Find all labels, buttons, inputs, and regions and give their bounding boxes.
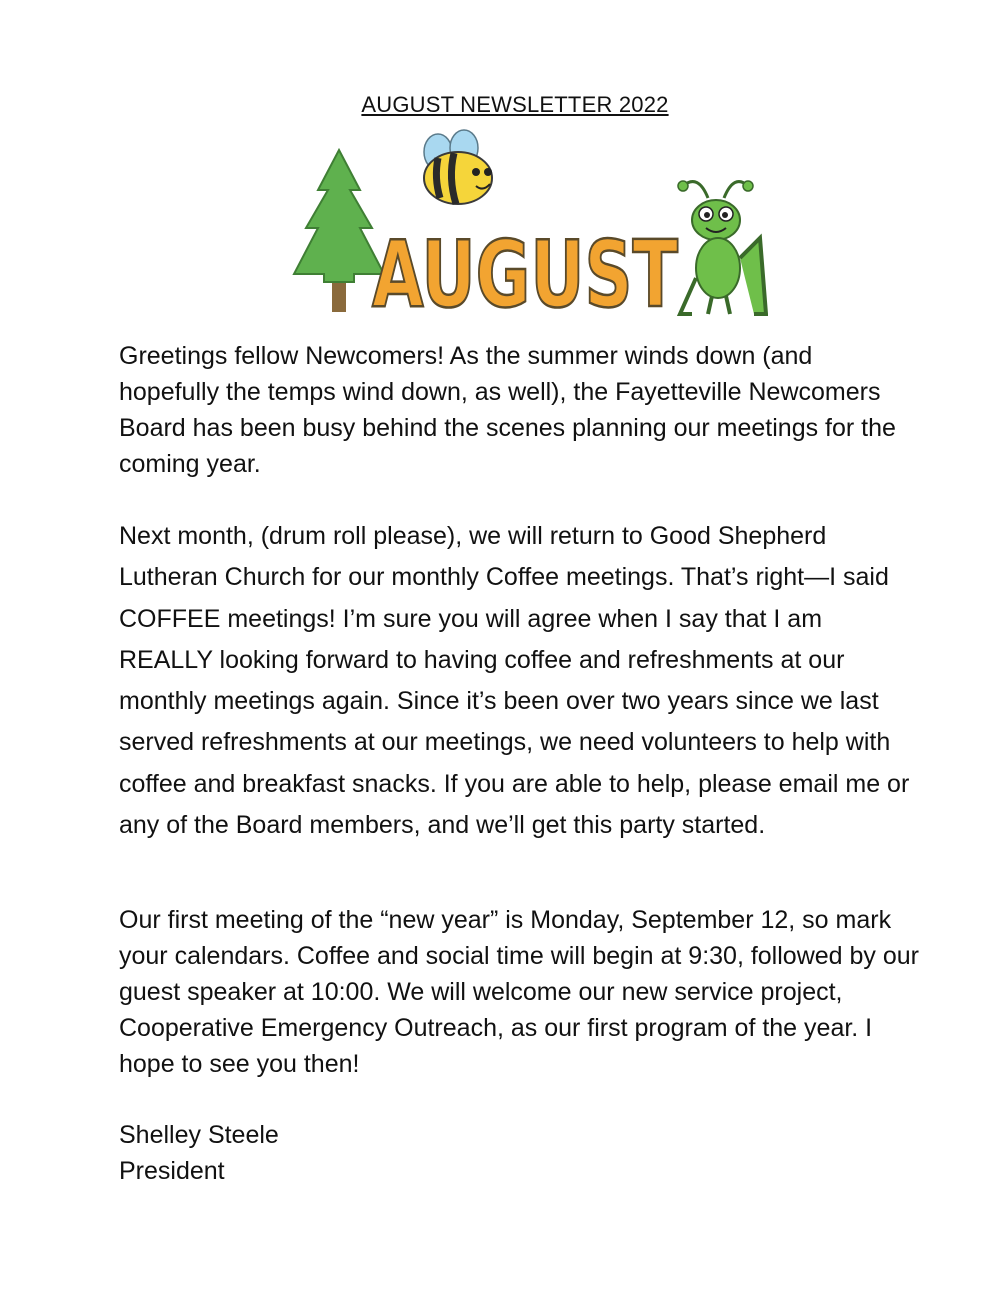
- signature-name: Shelley Steele: [119, 1121, 279, 1149]
- august-banner: [288, 128, 768, 318]
- signature-role: President: [119, 1157, 225, 1185]
- august-lettering: [372, 221, 678, 318]
- page-title: AUGUST NEWSLETTER 2022: [361, 92, 669, 117]
- coffee-meetings-paragraph: Next month, (drum roll please), we will return to Good Shepherd Lutheran Church for our monthly Coffee meetings. That’s right—I said COFFEE meetings! I’m sure you will agree when I say that I am REALLY looking forward to having coffee and refreshments at our monthly meetings again. Since it’s been over two years since we last served refreshments at our meetings, we need volunteers to help with coffee and breakfast snacks. If you are able to help, please email me or any of the Board members, and we’ll get this party started.: [119, 522, 910, 840]
- pine-tree-icon: [294, 150, 384, 312]
- svg-text:AUGUST: AUGUST: [372, 221, 679, 318]
- greeting-paragraph: Greetings fellow Newcomers! As the summer winds down (and hopefully the temps wind down, as well), the Fayetteville Newcomers Board has been busy behind the scenes planning our meetings for the coming year.: [119, 342, 896, 478]
- grasshopper-icon: [678, 181, 766, 314]
- first-meeting-paragraph: Our first meeting of the “new year” is Monday, September 12, so mark your calendars. Coffee and social time will begin at 9:30, followed by our guest speaker at 10:00. We will welcome our new service project, Cooperative Emergency Outreach, as our first program of the year. I hope to see you then!: [119, 906, 919, 1078]
- bee-icon: [424, 130, 492, 204]
